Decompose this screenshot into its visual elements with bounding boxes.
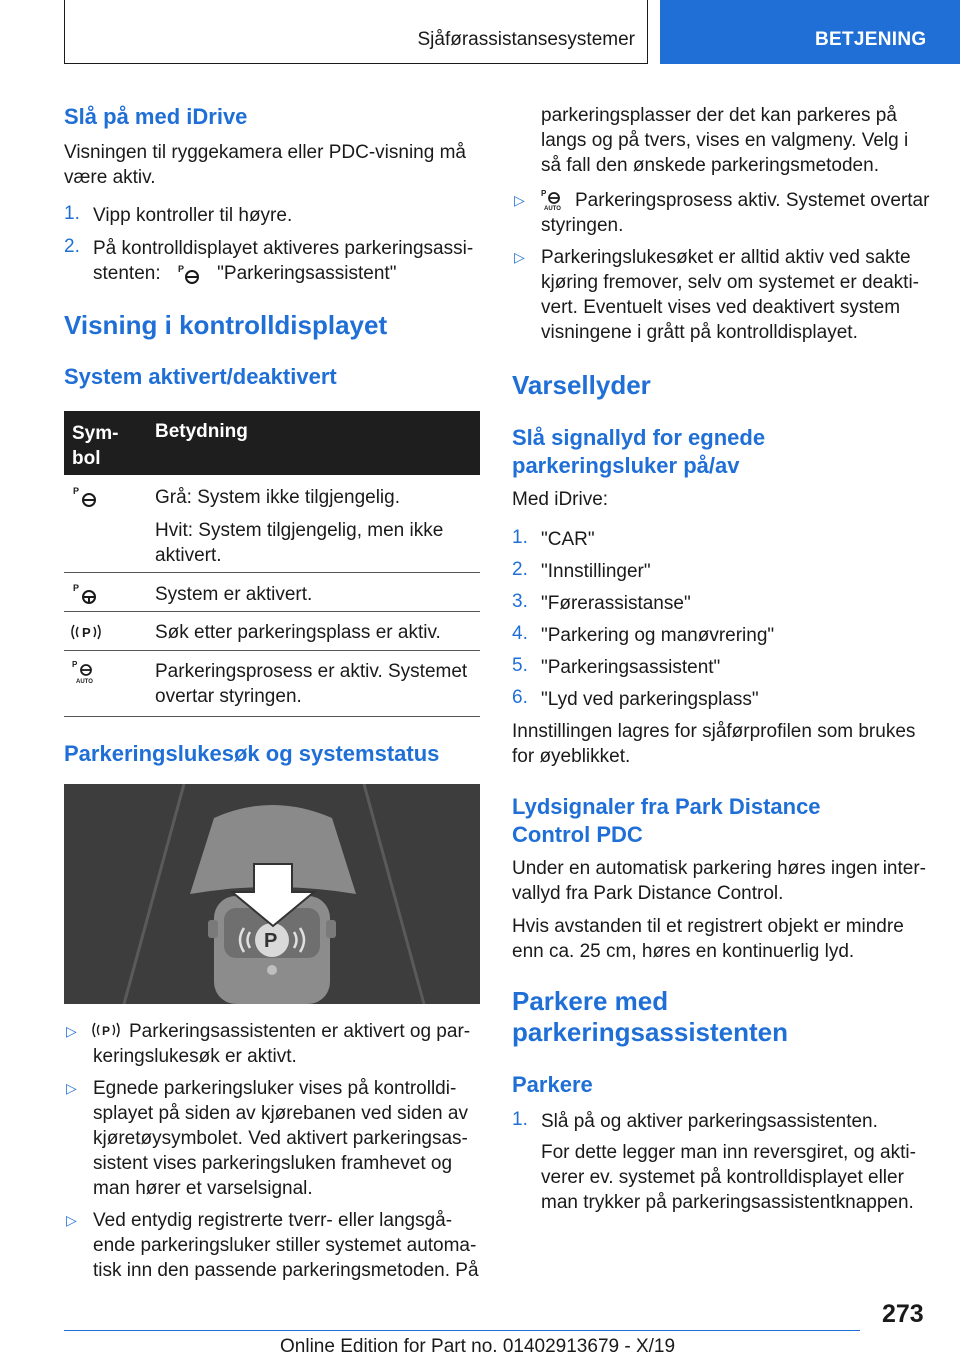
parking-steering-icon	[72, 485, 102, 509]
step-number: 2.	[64, 236, 80, 257]
bullet-triangle-icon: ▷	[66, 1212, 77, 1228]
svg-text:P: P	[73, 486, 80, 496]
parking-steering-active-icon	[72, 582, 102, 606]
svg-text:P: P	[264, 930, 278, 952]
table-divider	[64, 650, 480, 651]
svg-text:AUTO: AUTO	[544, 206, 561, 212]
svg-text:P: P	[102, 1024, 111, 1038]
heading-system-status: System aktivert/deaktivert	[64, 364, 337, 389]
svg-text:P: P	[541, 189, 547, 198]
step-detail: For dette legger man inn reversgiret, og akti- verer ev. systemet på kontrolldisplayet eller man trykker på parkeringsassistentknappen.	[541, 1142, 916, 1213]
heading-parkere: Parkere	[512, 1072, 593, 1097]
header-section-title: Sjåførassistansesystemer	[417, 29, 635, 50]
svg-text:AUTO: AUTO	[76, 679, 93, 685]
footer-divider	[64, 1330, 860, 1331]
header-chapter-label: BETJENING	[815, 29, 927, 50]
bullet-triangle-icon: ▷	[66, 1023, 77, 1039]
bullet-triangle-icon: ▷	[514, 249, 525, 265]
footer-edition: Online Edition for Part no. 01402913679 - X/19	[280, 1336, 676, 1357]
heading-parkere-med: Parkere med parkeringsassistenten	[512, 986, 789, 1047]
heading-lydsignaler: Lydsignaler fra Park Distance Control PDC	[512, 794, 821, 847]
parking-display-illustration	[64, 784, 480, 1004]
parking-search-icon	[68, 620, 108, 644]
paragraph-med-idrive: Med iDrive:	[512, 489, 609, 510]
svg-text:P: P	[177, 263, 184, 274]
paragraph-continued: parkeringsplasser der det kan parkeres på langs og på tvers, vises en valgmeny. Velg i så fall den ønskede parkeringsmetoden.	[541, 105, 909, 176]
page-number: 273	[882, 1300, 924, 1328]
header-section-box	[64, 0, 648, 64]
paragraph-lyd-1: Under en automatisk parkering høres ingen inter- vallyd fra Park Distance Control.	[512, 858, 926, 904]
paragraph-innstilling: Innstillingen lagres for sjåførprofilen som brukes for øyeblikket.	[512, 721, 916, 767]
parking-steering-icon	[174, 263, 204, 285]
heading-parking-status: Parkeringslukesøk og systemstatus	[64, 741, 440, 766]
table-divider	[64, 611, 480, 612]
step-number: 1.	[64, 203, 80, 224]
table-divider	[64, 572, 480, 573]
column-header-meaning: Betydning	[155, 421, 248, 442]
svg-text:P: P	[82, 625, 91, 640]
paragraph-idrive: Visningen til ryggekamera eller PDC-visning må være aktiv.	[64, 142, 466, 188]
table-divider	[64, 716, 480, 717]
heading-varsellyder: Varsellyder	[512, 370, 651, 400]
heading-idrive: Slå på med iDrive	[64, 104, 248, 129]
svg-text:P: P	[72, 660, 78, 669]
parking-auto-icon	[70, 659, 102, 685]
heading-signallyd: Slå signallyd for egnede parkeringsluker på/av	[512, 425, 766, 478]
step-text: Vipp kontroller til høyre.	[93, 205, 293, 226]
bullet-triangle-icon: ▷	[66, 1080, 77, 1096]
table-header	[64, 411, 480, 475]
header-chapter-tab	[660, 0, 960, 64]
column-header-symbol: Sym- bol	[72, 423, 119, 469]
heading-visning: Visning i kontrolldisplayet	[64, 310, 388, 340]
bullet-triangle-icon: ▷	[514, 192, 525, 208]
paragraph-lyd-2: Hvis avstanden til et registrert objekt er mindre enn ca. 25 cm, høres en kontinuerlig lyd.	[512, 916, 904, 962]
step-text: På kontrolldisplayet aktiveres parkeringsassi- stenten: P "Parkeringsassistent"	[93, 238, 474, 284]
svg-text:P: P	[73, 583, 80, 593]
